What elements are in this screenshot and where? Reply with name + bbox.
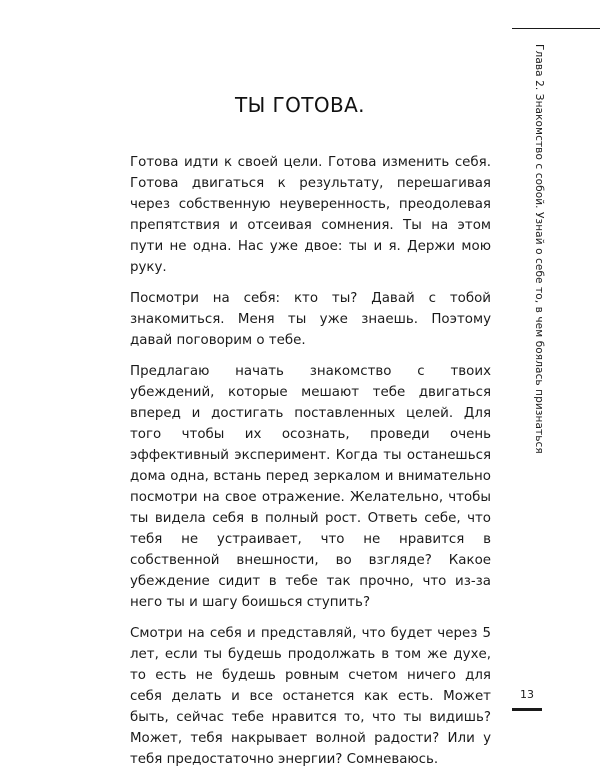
paragraph: Посмотри на себя: кто ты? Давай с тобой знакомиться. Меня ты уже знаешь. Поэтому давай поговорим о тебе. xyxy=(130,291,491,348)
page-number: 13 xyxy=(520,688,534,701)
paragraph: Готова идти к своей цели. Готова изменить себя. Готова двигаться к результату, перешагивая через собственную неуверенность, преодолевая препятствия и отсеивая сомнения. Ты на этом пути не одна. Нас уже двое: ты и я. Держи мою руку. xyxy=(130,155,491,275)
paragraph: Предлагаю начать знакомство с твоих убеждений, которые мешают тебе двигаться вперед и достигать поставленных целей. Для того чтобы их осознать, проведи очень эффективный эксперимент. Когда ты останешься дома одна, встань перед зеркалом и внимательно посмотри на свое отражение. Желательно, чтобы ты видела себя в полный рост. Ответь себе, что тебя не устраивает, что не нравится в собственной внешности, во взгляде? Какое убеждение сидит в тебе так прочно, что из-за него ты и шагу боишься ступить? xyxy=(130,364,491,610)
chapter-title: ТЫ ГОТОВА. xyxy=(235,93,365,117)
page-number-rule xyxy=(512,708,542,711)
paragraph: Смотри на себя и представляй, что будет через 5 лет, если ты будешь продолжать в том же духе, то есть не будешь ровным счетом ничего для себя делать и все останется как есть. Может быть, сейчас тебе нравится то, что ты видишь? Может, тебя накрывает волной радости? Или у тебя предостаточно энергии? Сомневаюсь. xyxy=(130,626,491,767)
running-header: Глава 2. Знакомство с собой. Узнай о себе то, в чем боялась признаться xyxy=(533,44,545,454)
header-rule xyxy=(512,28,600,29)
body-text xyxy=(130,152,491,780)
